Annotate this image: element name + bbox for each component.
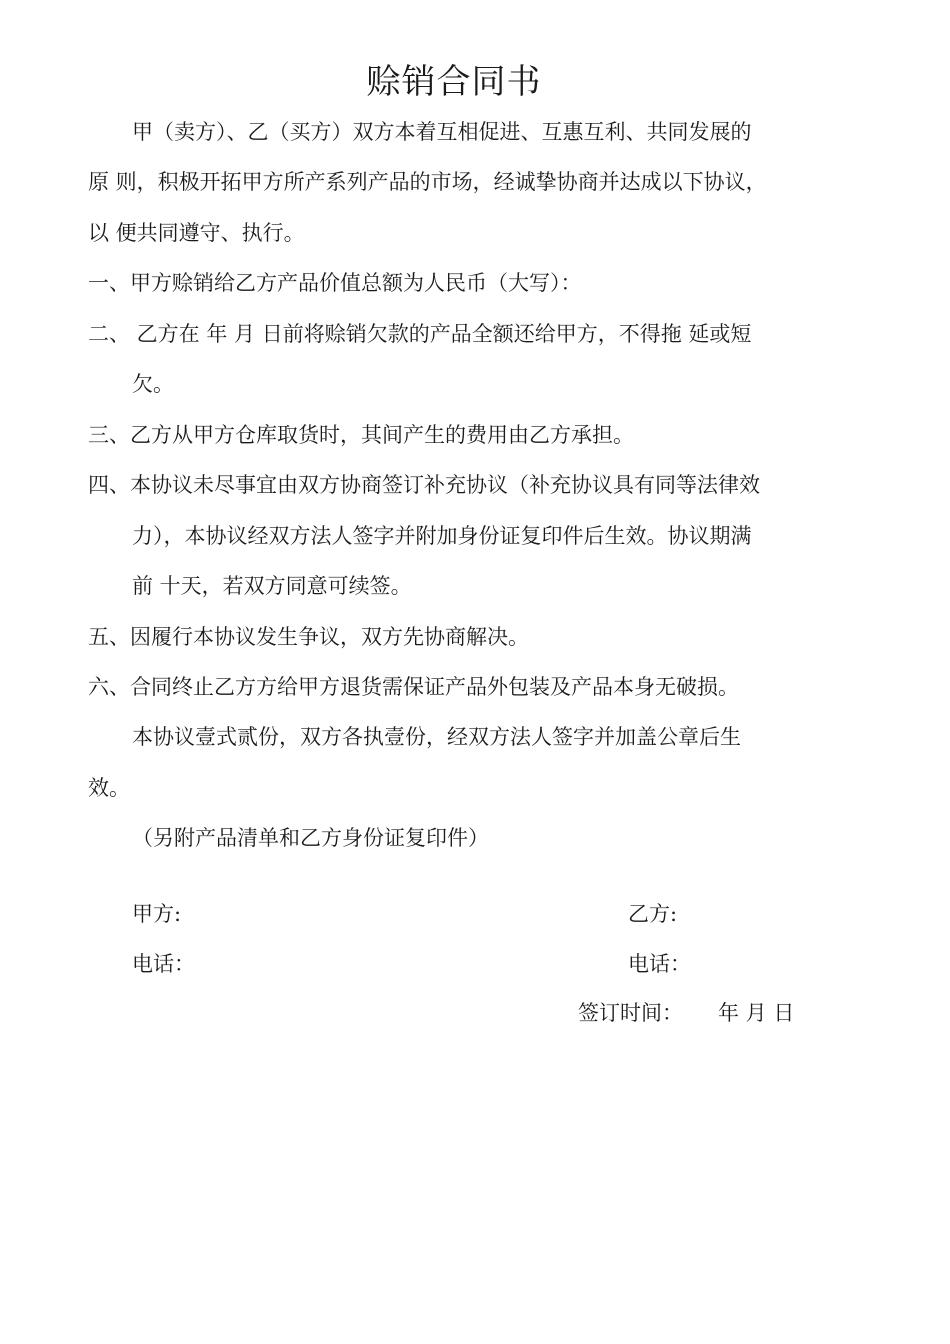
clause-1: 一、甲方赊销给乙方产品价值总额为人民币（大写）： [88, 271, 582, 295]
closing-line-1: 本协议壹式贰份，双方各执壹份，经双方法人签字并加盖公章后生 [132, 725, 741, 749]
clause-4-line-3: 前 十天，若双方同意可续签。 [132, 574, 412, 598]
party-a-label: 甲方: [132, 902, 182, 926]
clause-2-line-1: 二、 乙方在 年 月 日前将赊销欠款的产品全额还给甲方，不得拖 延或短 [88, 322, 752, 346]
clause-6: 六、合同终止乙方方给甲方退货需保证产品外包装及产品本身无破损。 [88, 675, 739, 699]
closing-line-2: 效。 [88, 776, 130, 800]
attachment-note: （另附产品清单和乙方身份证复印件） [132, 826, 489, 850]
clause-3: 三、乙方从甲方仓库取货时，其间产生的费用由乙方承担。 [88, 423, 634, 447]
party-b-label: 乙方: [628, 902, 678, 926]
clause-4-line-1: 四、本协议未尽事宜由双方协商签订补充协议（补充协议具有同等法律效 [88, 473, 760, 497]
intro-line-2: 原 则，积极开拓甲方所产系列产品的市场，经诚挚协商并达成以下协议， [88, 170, 767, 194]
phone-a-label: 电话： [132, 952, 195, 976]
signed-date-placeholder: 年 月 日 [718, 1001, 795, 1025]
clause-5: 五、因履行本协议发生争议，双方先协商解决。 [88, 625, 529, 649]
intro-line-3: 以 便共同遵守、执行。 [88, 221, 305, 245]
clause-4-line-2: 力），本协议经双方法人签字并附加身份证复印件后生效。协议期满 [132, 524, 752, 548]
page-title: 赊销合同书 [366, 62, 542, 102]
clause-2-line-2: 欠。 [132, 372, 174, 396]
phone-b-label: 电话： [628, 952, 691, 976]
intro-line-1: 甲（卖方）、乙（买方）双方本着互相促进、互惠互利、共同发展的 [132, 120, 752, 144]
signed-time-label: 签订时间： [578, 1001, 683, 1025]
